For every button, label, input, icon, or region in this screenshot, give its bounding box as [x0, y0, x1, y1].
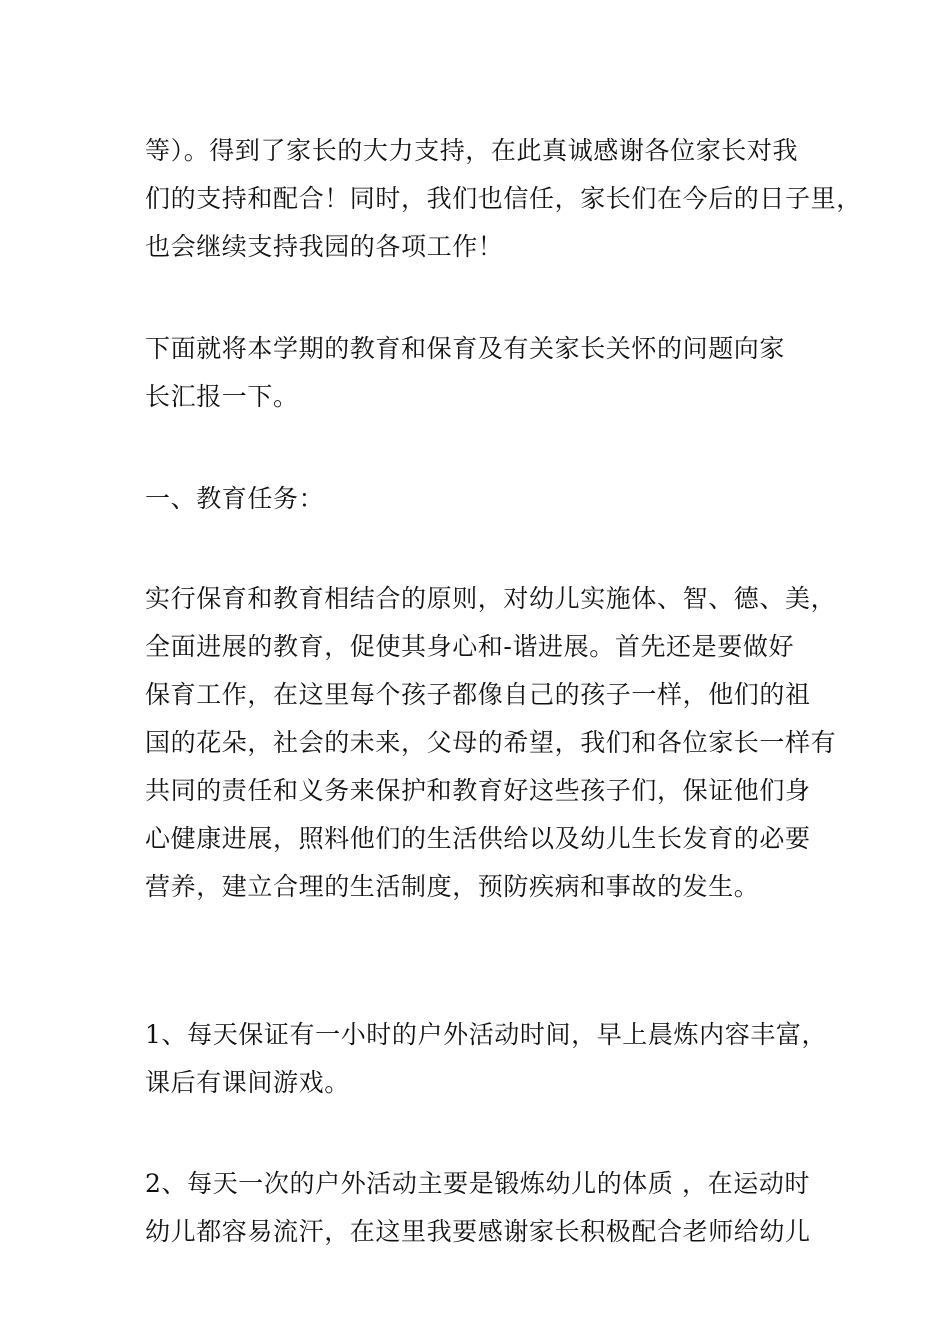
- text-line: 1、每天保证有一小时的户外活动时间，早上晨炼内容丰富，: [145, 1020, 828, 1049]
- text-line: 保育工作，在这里每个孩子都像自己的孩子一样，他们的祖: [145, 680, 811, 709]
- text-line: 2、每天一次的户外活动主要是锻炼幼儿的体质 ，在运动时: [145, 1169, 811, 1198]
- text-line: 课后有课间游戏。: [145, 1068, 350, 1097]
- text-line: 全面进展的教育，促使其身心和-谐进展。首先还是要做好: [145, 632, 795, 661]
- text-line: 一、教育任务：: [145, 484, 325, 513]
- text-line: 等）。得到了家长的大力支持，在此真诚感谢各位家长对我: [145, 136, 799, 165]
- text-line: 也会继续支持我园的各项工作！: [145, 232, 504, 261]
- text-line: 实行保育和教育相结合的原则，对幼儿实施体、智、德、美，: [145, 584, 837, 613]
- paragraph-thanks: [145, 127, 862, 271]
- section-heading-education-tasks: [145, 475, 825, 523]
- text-line: 下面就将本学期的教育和保育及有关家长关怀的问题向家: [145, 334, 786, 363]
- text-line: 国的花朵，社会的未来，父母的希望，我们和各位家长一样有: [145, 728, 837, 757]
- paragraph-report-intro: [145, 325, 825, 421]
- text-line: 幼儿都容易流汗，在这里我要感谢家长积极配合老师给幼儿: [145, 1217, 811, 1246]
- paragraph-education-principle: [145, 575, 837, 911]
- text-line: 共同的责任和义务来保护和教育好这些孩子们，保证他们身: [145, 776, 811, 805]
- paragraph-item-2: [145, 1160, 825, 1256]
- text-line: 们的支持和配合！同时，我们也信任，家长们在今后的日子里，: [145, 184, 862, 213]
- paragraph-item-1: [145, 1011, 828, 1107]
- text-line: 营养，建立合理的生活制度，预防疾病和事故的发生。: [145, 872, 760, 901]
- text-line: 长汇报一下。: [145, 382, 299, 411]
- text-line: 心健康进展，照料他们的生活供给以及幼儿生长发育的必要: [145, 824, 811, 853]
